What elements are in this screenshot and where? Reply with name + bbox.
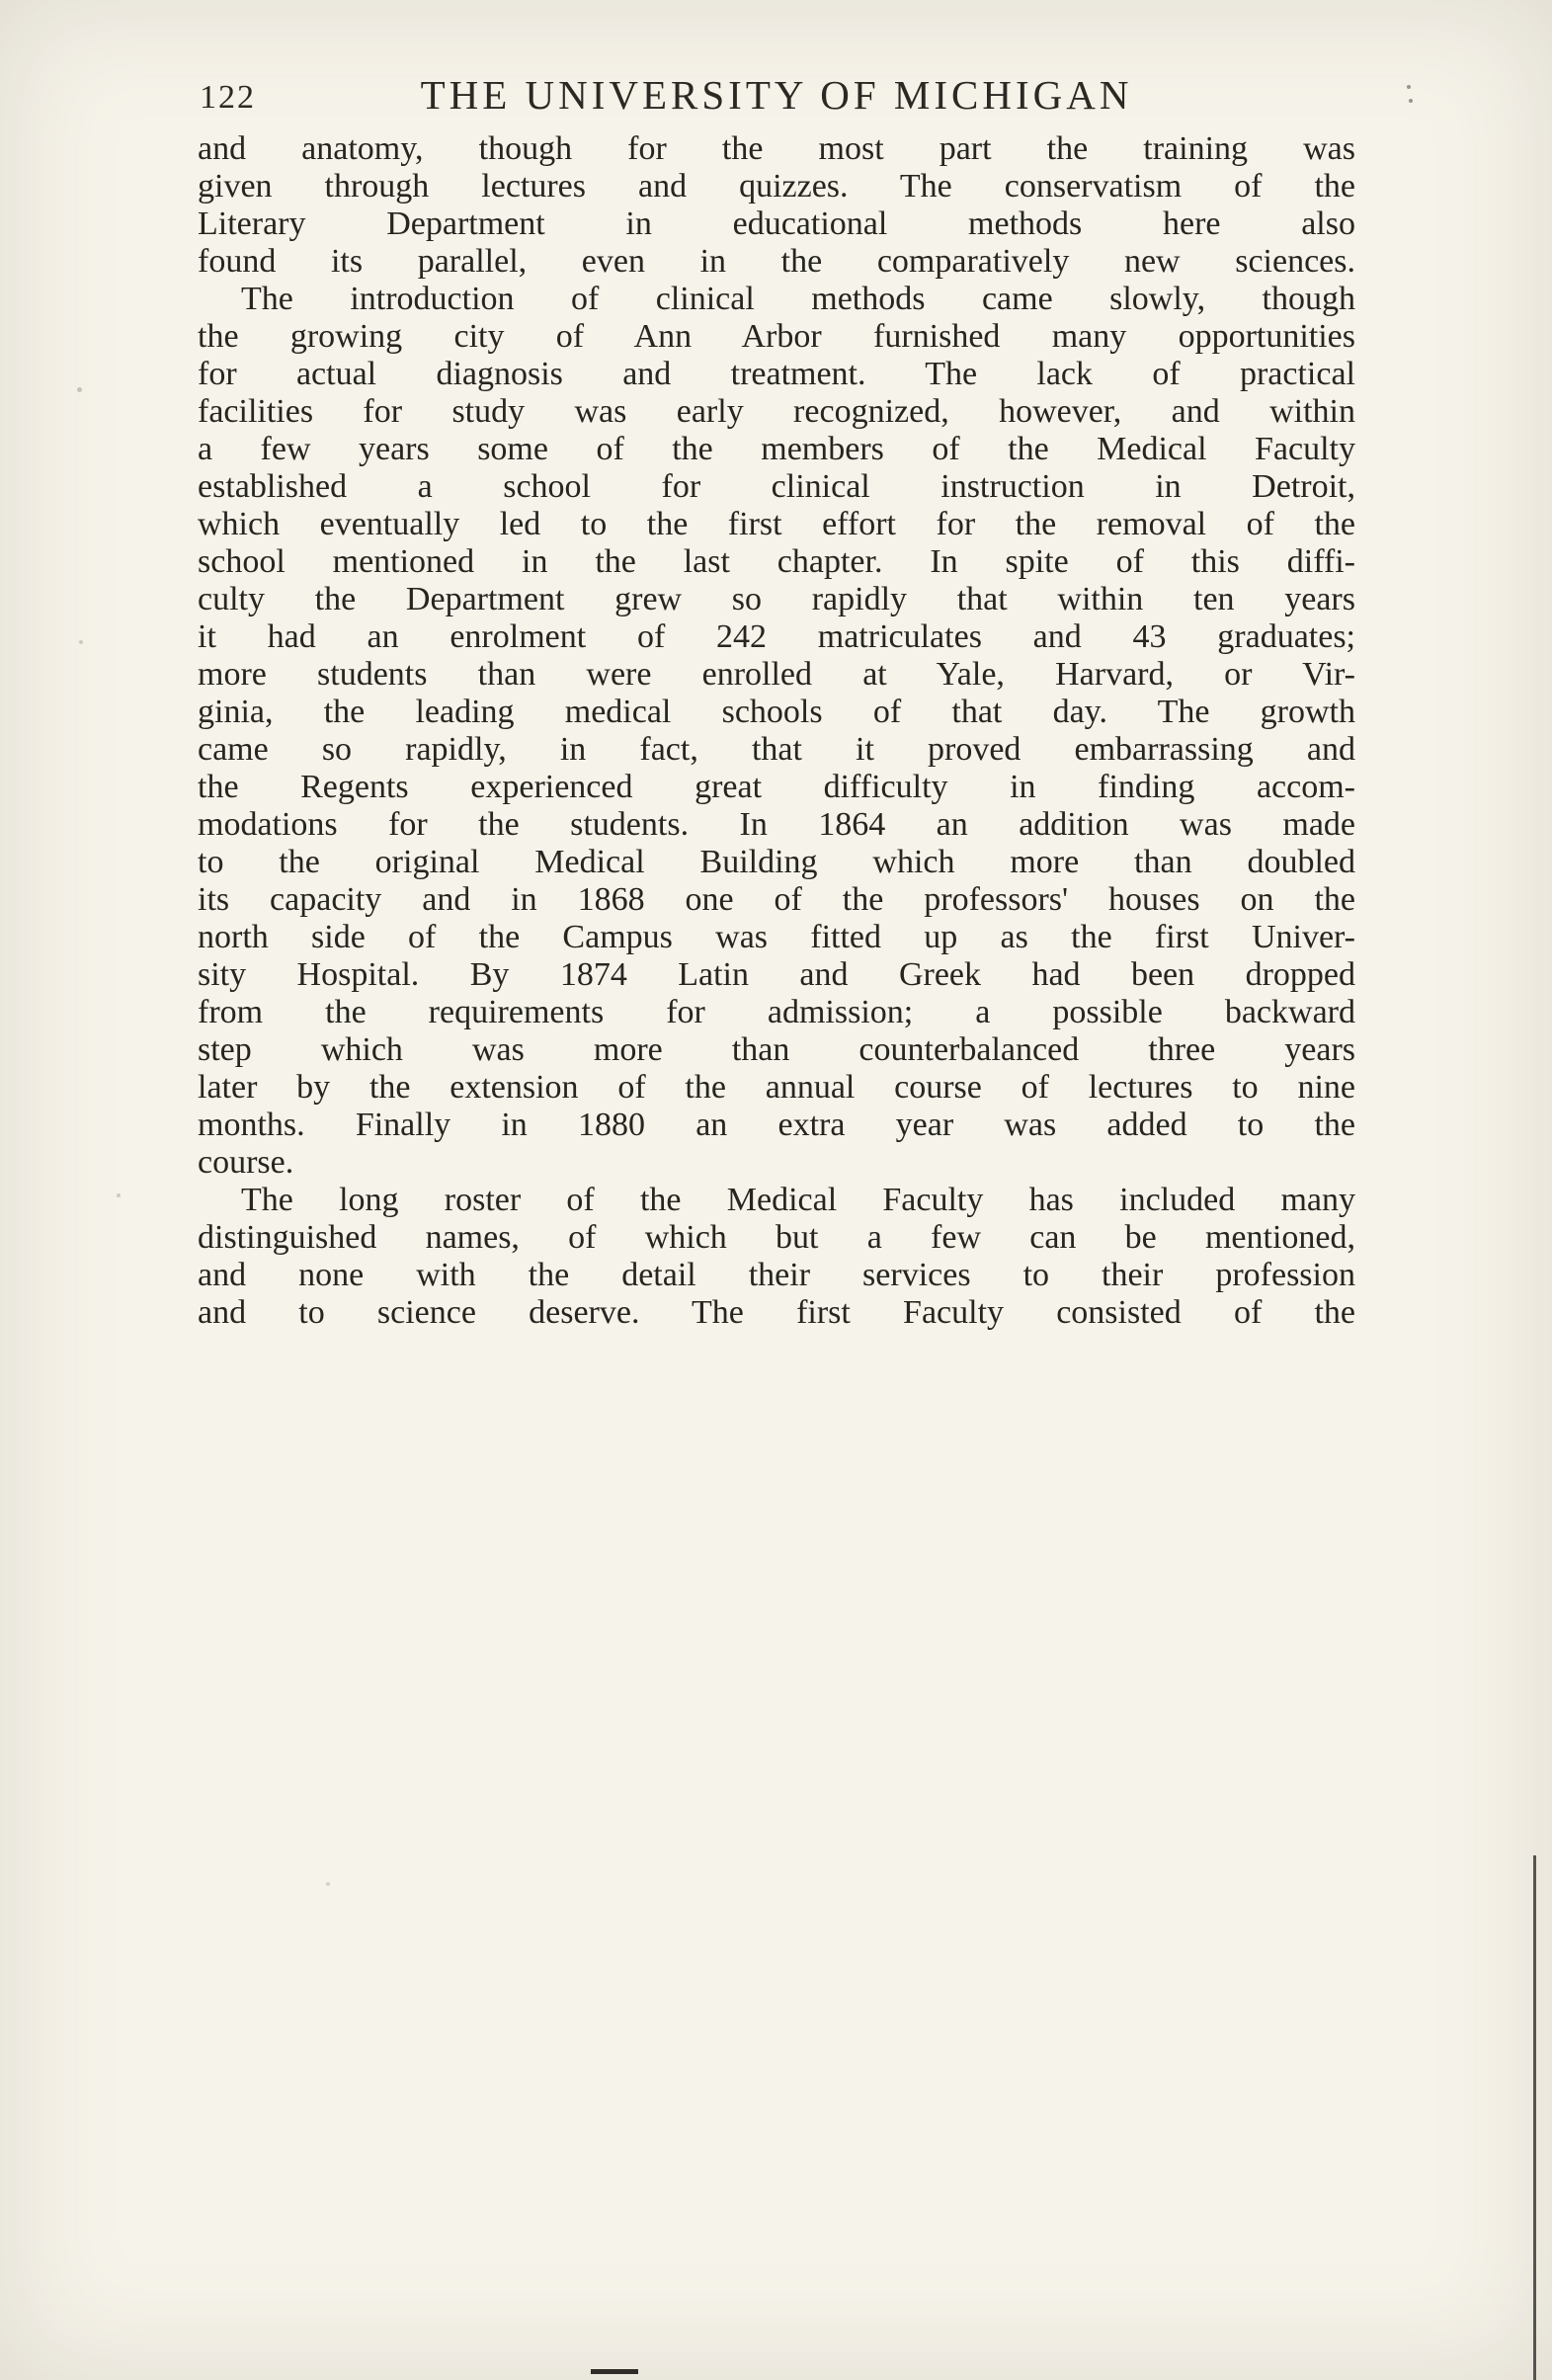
text-line: the growing city of Ann Arbor furnished many opportunities xyxy=(198,318,1355,355)
scan-speck xyxy=(1407,85,1411,89)
text-line: from the requirements for admission; a possible backward xyxy=(198,994,1355,1030)
text-line: sity Hospital. By 1874 Latin and Greek had been dropped xyxy=(198,956,1355,993)
text-line: for actual diagnosis and treatment. The lack of practical xyxy=(198,356,1355,392)
scan-speck xyxy=(117,1193,121,1197)
text-line: and to science deserve. The first Faculty consisted of the xyxy=(198,1294,1355,1331)
text-line: more students than were enrolled at Yale, Harvard, or Vir- xyxy=(198,656,1355,693)
text-line: north side of the Campus was fitted up as the first Univer- xyxy=(198,919,1355,955)
text-line: The introduction of clinical methods came slowly, though xyxy=(241,281,1355,317)
text-line: culty the Department grew so rapidly that within ten years xyxy=(198,581,1355,617)
scan-speck xyxy=(79,640,83,644)
scan-speck xyxy=(1409,99,1413,103)
text-line: its capacity and in 1868 one of the professors' houses on the xyxy=(198,881,1355,918)
text-line: a few years some of the members of the Medical Faculty xyxy=(198,431,1355,467)
paragraph xyxy=(198,281,1355,1182)
scan-speck xyxy=(77,387,82,392)
text-line: Literary Department in educational methods here also xyxy=(198,205,1355,242)
text-line: it had an enrolment of 242 matriculates and 43 graduates; xyxy=(198,618,1355,655)
text-line: school mentioned in the last chapter. In spite of this diffi- xyxy=(198,543,1355,580)
text-line: and none with the detail their services to their profession xyxy=(198,1257,1355,1293)
text-line: to the original Medical Building which more than doubled xyxy=(198,844,1355,880)
text-line: and anatomy, though for the most part the training was xyxy=(198,130,1355,167)
scan-bottom-mark xyxy=(591,2369,638,2374)
page-number: 122 xyxy=(200,79,256,116)
text-line: The long roster of the Medical Faculty has included many xyxy=(241,1182,1355,1218)
text-line: given through lectures and quizzes. The conservatism of the xyxy=(198,168,1355,205)
text-line: found its parallel, even in the comparatively new sciences. xyxy=(198,243,1355,280)
page-header xyxy=(198,71,1355,123)
text-line: the Regents experienced great difficulty in finding accom- xyxy=(198,769,1355,805)
scan-speck xyxy=(326,1882,330,1886)
text-line: later by the extension of the annual course of lectures to nine xyxy=(198,1069,1355,1106)
text-line: step which was more than counterbalanced three years xyxy=(198,1031,1355,1068)
paragraph xyxy=(198,130,1355,281)
text-line: months. Finally in 1880 an extra year was added to the xyxy=(198,1107,1355,1143)
body-text xyxy=(198,130,1355,1332)
text-line: facilities for study was early recognized, however, and within xyxy=(198,393,1355,430)
text-line: which eventually led to the first effort for the removal of the xyxy=(198,506,1355,542)
text-line: modations for the students. In 1864 an addition was made xyxy=(198,806,1355,843)
text-line: distinguished names, of which but a few can be mentioned, xyxy=(198,1219,1355,1256)
text-line: established a school for clinical instruction in Detroit, xyxy=(198,468,1355,505)
text-line: ginia, the leading medical schools of that day. The growth xyxy=(198,694,1355,730)
running-title: THE UNIVERSITY OF MICHIGAN xyxy=(420,72,1133,118)
text-line: course. xyxy=(198,1144,294,1181)
text-line: came so rapidly, in fact, that it proved embarrassing and xyxy=(198,731,1355,768)
paragraph xyxy=(198,1182,1355,1332)
scan-edge-line xyxy=(1533,1855,1536,2380)
